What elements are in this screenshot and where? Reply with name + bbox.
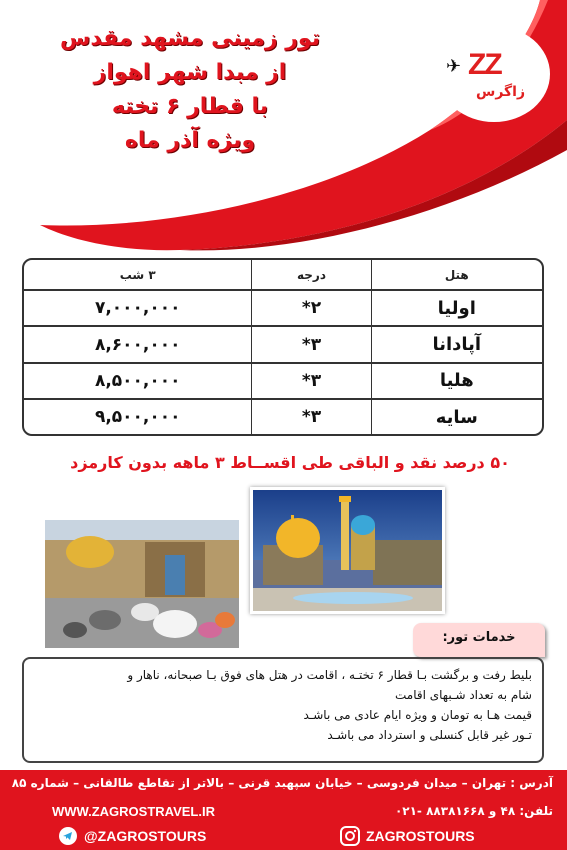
hotel-grade: ۳* (252, 363, 371, 399)
hotel-price: ۷,۰۰۰,۰۰۰ (24, 290, 252, 326)
hotel-name: هلیا (371, 363, 542, 399)
title-line: ویژه آذر ماه (124, 128, 256, 153)
hotel-grade: ۳* (252, 326, 371, 362)
company-logo (438, 26, 550, 122)
table-row (24, 326, 542, 362)
page-title (40, 22, 340, 158)
hotel-name: آپادانا (371, 326, 542, 362)
telegram-handle: @ZAGROSTOURS (84, 828, 207, 844)
payment-promo: ۵۰ درصد نقد و الباقی طی اقســاط ۳ ماهه بدون کارمزد (70, 453, 510, 472)
hotel-name: سایه (371, 399, 542, 434)
column-header-hotel: هتل (371, 260, 542, 290)
website-link[interactable]: WWW.ZAGROSTRAVEL.IR (52, 804, 215, 819)
title-line: با قطار ۶ تخته (111, 94, 269, 119)
column-header-grade: درجه (252, 260, 371, 290)
instagram-icon (340, 826, 360, 846)
table-row (24, 363, 542, 399)
table-header-row (24, 260, 542, 290)
telegram-icon (58, 826, 78, 846)
footer (0, 770, 567, 850)
shrine-photo-pigeons (45, 520, 239, 648)
hotel-grade: ۳* (252, 399, 371, 434)
table-row (24, 399, 542, 434)
hotel-price: ۸,۶۰۰,۰۰۰ (24, 326, 252, 362)
logo-mark: ZZ (468, 48, 501, 81)
hotel-price: ۸,۵۰۰,۰۰۰ (24, 363, 252, 399)
shrine-photo-night (250, 487, 445, 614)
airplane-icon: ✈ (446, 56, 462, 77)
price-table (22, 258, 544, 436)
hotel-name: اولیا (371, 290, 542, 326)
title-line: از مبدا شهر اهواز (93, 60, 287, 85)
services-label: خدمات تور: (413, 623, 545, 657)
service-line: بلیط رفت و برگشت بـا قطار ۶ تختـه ، اقامت در هتل های فوق بـا صبحانه، ناهار و (127, 668, 532, 682)
telegram-link[interactable] (58, 826, 206, 846)
hotel-price: ۹,۵۰۰,۰۰۰ (94, 407, 181, 428)
title-line: تور زمینی مشهد مقدس (60, 26, 320, 51)
footer-phone: تلفن: ۴۸ و ۸۸۳۸۱۶۶۸ -۰۲۱ (394, 804, 553, 818)
service-line: تـور غیر قابل کنسلی و استرداد می باشـد (327, 728, 532, 742)
services-box (22, 657, 544, 763)
logo-text: زاگرس (476, 84, 526, 100)
service-line: قیمت هـا به تومان و ویژه ایام عادی می باشـد (303, 708, 532, 722)
instagram-handle: ZAGROSTOURS (366, 828, 475, 844)
service-line: شام به تعداد شـبهای اقامت (395, 688, 532, 702)
instagram-link[interactable] (340, 826, 475, 846)
column-header-price: ۳ شب (24, 260, 252, 290)
footer-address: آدرس : تهران – میدان فردوسی – خیابان سپهبد قرنی – بالاتر از تقاطع طالقانی – شماره ۸۵ (11, 776, 553, 790)
table-row (24, 290, 542, 326)
hotel-grade: ۲* (252, 290, 371, 326)
